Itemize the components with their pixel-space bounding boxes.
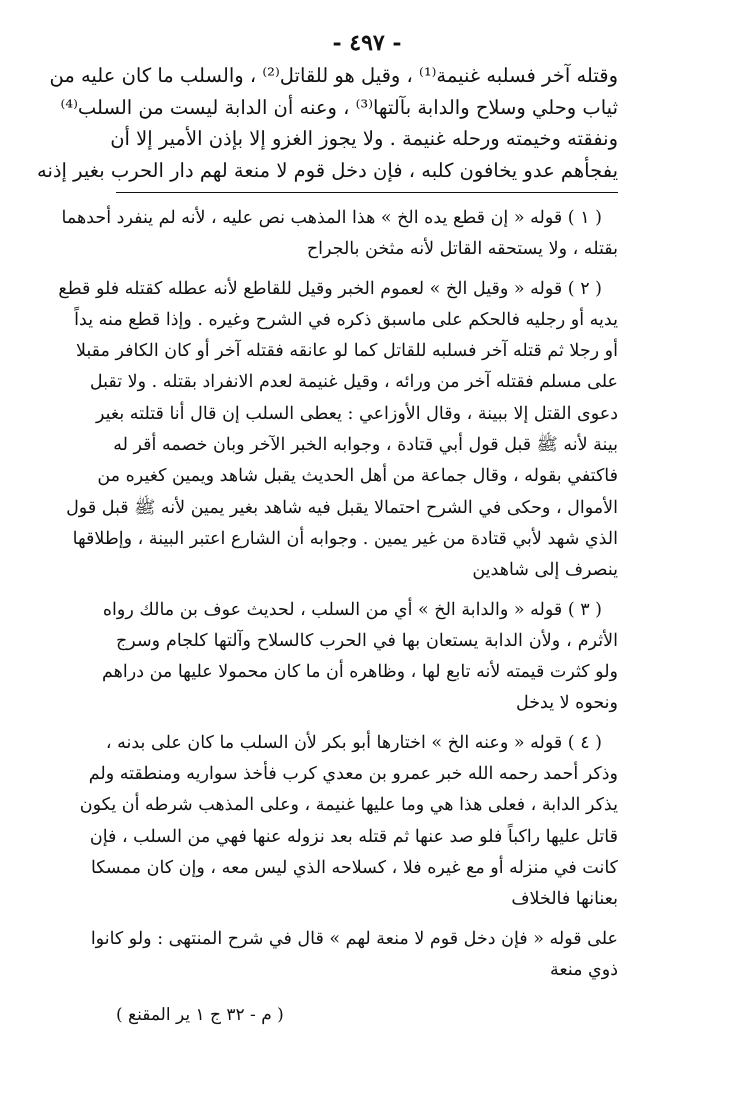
footnote-5	[90, 924, 618, 987]
footnote-line: فاكتفي بقوله ، وقال جماعة من أهل الحديث يقبل شاهد ويمين كغيره من	[97, 466, 618, 487]
main-text-line: ثياب وحلي وسلاح والدابة بآلتها⁽³⁾ ، وعنه أن الدابة ليست من السلب⁽⁴⁾	[60, 95, 618, 119]
footnote-line: ( ٤ ) قوله « وعنه الخ » اختارها أبو بكر لأن السلب ما كان على بدنه ،	[105, 732, 602, 753]
main-text	[36, 60, 618, 186]
footnote-line: الذي شهد لأبي قتادة من غير يمين . وجوابه أن الشارع اعتبر البينة ، وإطلاقها	[72, 528, 618, 549]
main-text-line: ونفقته وخيمته ورحله غنيمة . ولا يجوز الغزو إلا بإذن الأمير إلا أن	[110, 127, 618, 150]
footnote-line: الأثرم ، ولأن الدابة يستعان بها في الحرب كالسلاح وآلتها كلجام وسرج	[116, 630, 618, 651]
footnote-line: وذكر أحمد رحمه الله خبر عمرو بن معدي كرب فأخذ سواريه ومنطقته ولم	[88, 764, 618, 785]
footnote-line: كانت في منزله أو مع غيره فلا ، كسلاحه الذي ليس معه ، وإن كان ممسكا	[90, 857, 618, 878]
footnote-line: ينصرف إلى شاهدين	[472, 560, 618, 581]
footnote-line: ( ١ ) قوله « إن قطع يده الخ » هذا المذهب نص عليه ، لأنه لم ينفرد أحدهما	[61, 208, 602, 228]
main-text-line: يفجأهم عدو يخافون كلبه ، فإن دخل قوم لا منعة لهم دار الحرب بغير إذنه	[36, 158, 618, 182]
footnote-line: على مسلم فقتله آخر من ورائه ، وقيل غنيمة لعدم الانفراد بقتله . ولا تقبل	[89, 372, 618, 393]
footnote-line: الأموال ، وحكى في الشرح احتمالا يقبل فيه شاهد بغير يمين لأنه ﷺ قبل قول	[66, 497, 618, 518]
footnote-line: بينة لأنه ﷺ قبل قول أبي قتادة ، وجوابه الخبر الآخر وبان خصمه أقر له	[113, 435, 618, 456]
printer-signature: ( م - ٣٢ ج ١ ير المقنع )	[116, 1005, 284, 1026]
footnote-1	[61, 203, 618, 266]
footnote-line: بقتله ، ولا يستحقه القاتل لأنه مثخن بالجراح	[306, 239, 618, 260]
footnote-line: ولو كثرت قيمته لأنه تابع لها ، وظاهره أن ما كان محمولا عليها من دراهم	[102, 662, 618, 683]
footnote-line: أو رجلا ثم قتله آخر فسلبه للقاتل كما لو عانقه فقتله آخر أو كان الكافر مقبلا	[75, 341, 618, 362]
footnote-line: دعوى القتل إلا ببينة ، وقال الأوزاعي : يعطى السلب إن قال أنا قتلته بغير	[96, 403, 618, 424]
footnote-3	[102, 595, 618, 720]
footnote-line: قاتل عليها راكباً فلو صد عنها ثم قتله بعد نزوله عنها فهي من السلب ، فإن	[89, 826, 618, 847]
footnote-line: ( ٣ ) قوله « والدابة الخ » أي من السلب ، لحديث عوف بن مالك رواه	[102, 599, 602, 620]
footnote-separator	[116, 192, 618, 193]
footnote-line: ونحوه لا يدخل	[515, 693, 618, 714]
main-text-line: وقتله آخر فسلبه غنيمة⁽¹⁾ ، وقيل هو للقاتل⁽²⁾ ، والسلب ما كان عليه من	[49, 64, 618, 87]
footnote-line: ذوي منعة	[550, 959, 618, 980]
footnote-line: ( ٢ ) قوله « وقيل الخ » لعموم الخبر وقيل للقاطع لأنه عطله كقتله فلو قطع	[58, 278, 602, 299]
footnote-line: يذكر الدابة ، فعلى هذا هي وما عليها غنيمة ، وعلى المذهب شرطه أن يكون	[79, 795, 618, 816]
footnote-2	[58, 274, 618, 587]
footnote-line: يديه أو رجليه فالحكم على ماسبق ذكره في الشرح وغيره . وإذا قطع منه يداً	[74, 309, 618, 330]
footnotes	[58, 203, 618, 986]
footnote-4	[79, 728, 618, 916]
footnote-line: بعنانها فالخلاف	[511, 889, 618, 910]
page-number: - ٤٩٧ -	[332, 30, 402, 56]
footnote-line: على قوله « فإن دخل قوم لا منعة لهم » قال في شرح المنتهى : ولو كانوا	[90, 928, 618, 949]
